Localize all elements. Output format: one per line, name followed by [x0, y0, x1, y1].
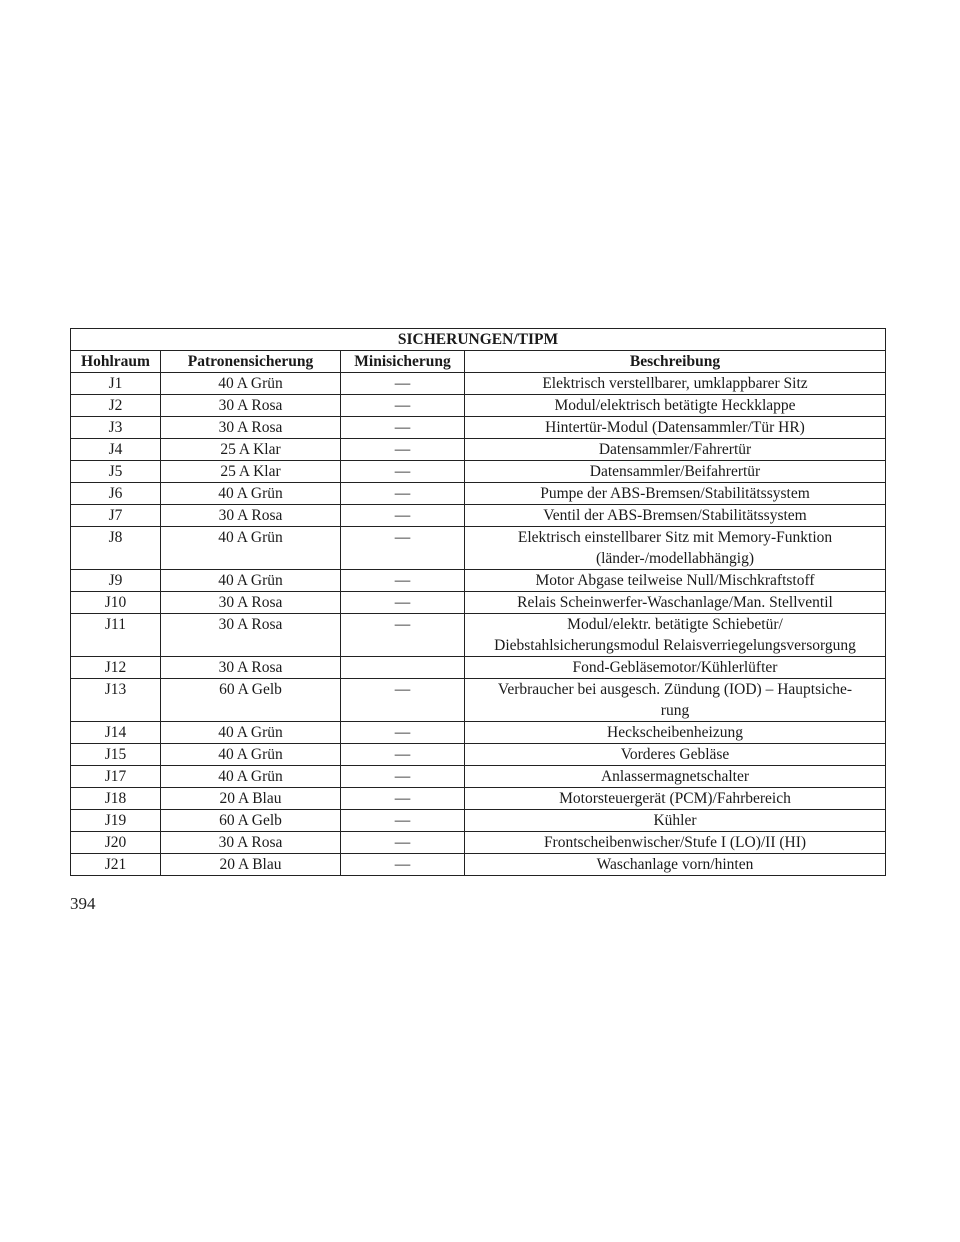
description-line: Motor Abgase teilweise Null/Mischkraftstoff [535, 572, 815, 589]
cell-cavity: J18 [71, 788, 161, 810]
cell-cavity: J5 [71, 461, 161, 483]
cell-cavity: J8 [71, 527, 161, 570]
description-line: Datensammler/Fahrertür [598, 441, 752, 458]
cell-mini: — [341, 527, 465, 570]
table-row [71, 657, 886, 679]
cell-cartridge: 20 A Blau [161, 788, 341, 810]
cell-description [465, 570, 886, 592]
table-row [71, 483, 886, 505]
cell-cavity: J19 [71, 810, 161, 832]
cell-description [465, 483, 886, 505]
description-line: Anlassermagnetschalter [600, 768, 750, 785]
table-row [71, 679, 886, 722]
cell-mini: — [341, 854, 465, 876]
cell-cartridge: 30 A Rosa [161, 417, 341, 439]
table-row [71, 373, 886, 395]
cell-description [465, 461, 886, 483]
cell-cavity: J15 [71, 744, 161, 766]
description-line-2: (länder-/modellabhängig) [595, 550, 755, 567]
table-body [71, 373, 886, 876]
cell-description [465, 679, 886, 722]
header-description: Beschreibung [465, 351, 886, 373]
table-row [71, 461, 886, 483]
cell-description [465, 788, 886, 810]
table-row [71, 788, 886, 810]
cell-cartridge: 40 A Grün [161, 722, 341, 744]
cell-mini: — [341, 788, 465, 810]
table-row [71, 744, 886, 766]
cell-mini: — [341, 679, 465, 722]
cell-cavity: J12 [71, 657, 161, 679]
header-mini: Minisicherung [341, 351, 465, 373]
cell-cavity: J4 [71, 439, 161, 461]
cell-cartridge: 40 A Grün [161, 483, 341, 505]
cell-description [465, 854, 886, 876]
description-line: Waschanlage vorn/hinten [596, 856, 754, 873]
header-cartridge: Patronensicherung [161, 351, 341, 373]
cell-mini: — [341, 483, 465, 505]
cell-cavity: J17 [71, 766, 161, 788]
cell-mini: — [341, 766, 465, 788]
cell-mini: — [341, 417, 465, 439]
description-line: Elektrisch einstellbarer Sitz mit Memory-Funktion [517, 529, 833, 546]
cell-cartridge: 30 A Rosa [161, 614, 341, 657]
cell-mini: — [341, 373, 465, 395]
cell-cartridge: 40 A Grün [161, 373, 341, 395]
cell-cartridge: 30 A Rosa [161, 657, 341, 679]
cell-cartridge: 20 A Blau [161, 854, 341, 876]
description-line: Relais Scheinwerfer-Waschanlage/Man. Stellventil [517, 594, 833, 611]
table-row [71, 766, 886, 788]
description-line: Modul/elektrisch betätigte Heckklappe [554, 397, 796, 414]
description-line: Ventil der ABS-Bremsen/Stabilitätssystem [543, 507, 807, 524]
description-line-2: Diebstahlsicherungsmodul Relaisverriegelungsversorgung [494, 637, 856, 654]
description-line: Heckscheibenheizung [607, 724, 743, 741]
page-number: 394 [70, 894, 96, 913]
cell-cartridge: 40 A Grün [161, 766, 341, 788]
description-line: Fond-Gebläsemotor/Kühlerlüfter [572, 659, 778, 676]
cell-cartridge: 30 A Rosa [161, 505, 341, 527]
cell-cavity: J13 [71, 679, 161, 722]
table-row [71, 810, 886, 832]
cell-cartridge: 40 A Grün [161, 570, 341, 592]
cell-description [465, 373, 886, 395]
table-row [71, 614, 886, 657]
cell-cavity: J11 [71, 614, 161, 657]
table-row [71, 592, 886, 614]
description-line: Hintertür-Modul (Datensammler/Tür HR) [545, 419, 805, 436]
cell-cartridge: 60 A Gelb [161, 679, 341, 722]
cell-cartridge: 40 A Grün [161, 744, 341, 766]
cell-description [465, 614, 886, 657]
description-line: Pumpe der ABS-Bremsen/Stabilitätssystem [540, 485, 810, 502]
table-row [71, 722, 886, 744]
cell-description [465, 527, 886, 570]
cell-cavity: J10 [71, 592, 161, 614]
cell-mini: — [341, 810, 465, 832]
table-title: SICHERUNGEN/TIPM [71, 329, 886, 351]
cell-description [465, 417, 886, 439]
cell-description [465, 439, 886, 461]
cell-cartridge: 25 A Klar [161, 439, 341, 461]
cell-cavity: J1 [71, 373, 161, 395]
cell-description [465, 657, 886, 679]
cell-cavity: J6 [71, 483, 161, 505]
table-row [71, 417, 886, 439]
table-row [71, 395, 886, 417]
cell-mini: — [341, 592, 465, 614]
description-line: Verbraucher bei ausgesch. Zündung (IOD) – Hauptsiche- [497, 681, 853, 698]
cell-description [465, 592, 886, 614]
cell-mini: — [341, 461, 465, 483]
table-row [71, 570, 886, 592]
description-line: Frontscheibenwischer/Stufe I (LO)/II (HI) [543, 834, 807, 851]
cell-description [465, 832, 886, 854]
cell-cartridge: 60 A Gelb [161, 810, 341, 832]
table-row [71, 527, 886, 570]
header-cavity: Hohlraum [71, 351, 161, 373]
cell-cartridge: 30 A Rosa [161, 395, 341, 417]
description-line-2: rung [660, 702, 690, 719]
description-line: Vorderes Gebläse [620, 746, 730, 763]
table-row [71, 505, 886, 527]
cell-description [465, 505, 886, 527]
description-line: Modul/elektr. betätigte Schiebetür/ [567, 616, 783, 633]
cell-cavity: J9 [71, 570, 161, 592]
cell-mini [341, 657, 465, 679]
cell-mini: — [341, 505, 465, 527]
cell-mini: — [341, 570, 465, 592]
cell-cavity: J14 [71, 722, 161, 744]
cell-description [465, 744, 886, 766]
cell-description [465, 722, 886, 744]
description-line: Elektrisch verstellbarer, umklappbarer Sitz [542, 375, 808, 392]
fuse-table [70, 328, 886, 876]
cell-mini: — [341, 614, 465, 657]
cell-cartridge: 30 A Rosa [161, 832, 341, 854]
table-row [71, 832, 886, 854]
cell-mini: — [341, 395, 465, 417]
cell-mini: — [341, 744, 465, 766]
cell-cavity: J7 [71, 505, 161, 527]
cell-cartridge: 40 A Grün [161, 527, 341, 570]
cell-description [465, 395, 886, 417]
cell-cavity: J21 [71, 854, 161, 876]
cell-cavity: J3 [71, 417, 161, 439]
cell-mini: — [341, 439, 465, 461]
table-row [71, 854, 886, 876]
cell-cartridge: 25 A Klar [161, 461, 341, 483]
description-line: Motorsteuergerät (PCM)/Fahrbereich [559, 790, 791, 807]
description-line: Datensammler/Beifahrertür [589, 463, 761, 480]
table-row [71, 439, 886, 461]
cell-mini: — [341, 722, 465, 744]
description-line: Kühler [653, 812, 697, 829]
cell-cavity: J20 [71, 832, 161, 854]
cell-cartridge: 30 A Rosa [161, 592, 341, 614]
cell-mini: — [341, 832, 465, 854]
cell-description [465, 810, 886, 832]
cell-description [465, 766, 886, 788]
cell-cavity: J2 [71, 395, 161, 417]
